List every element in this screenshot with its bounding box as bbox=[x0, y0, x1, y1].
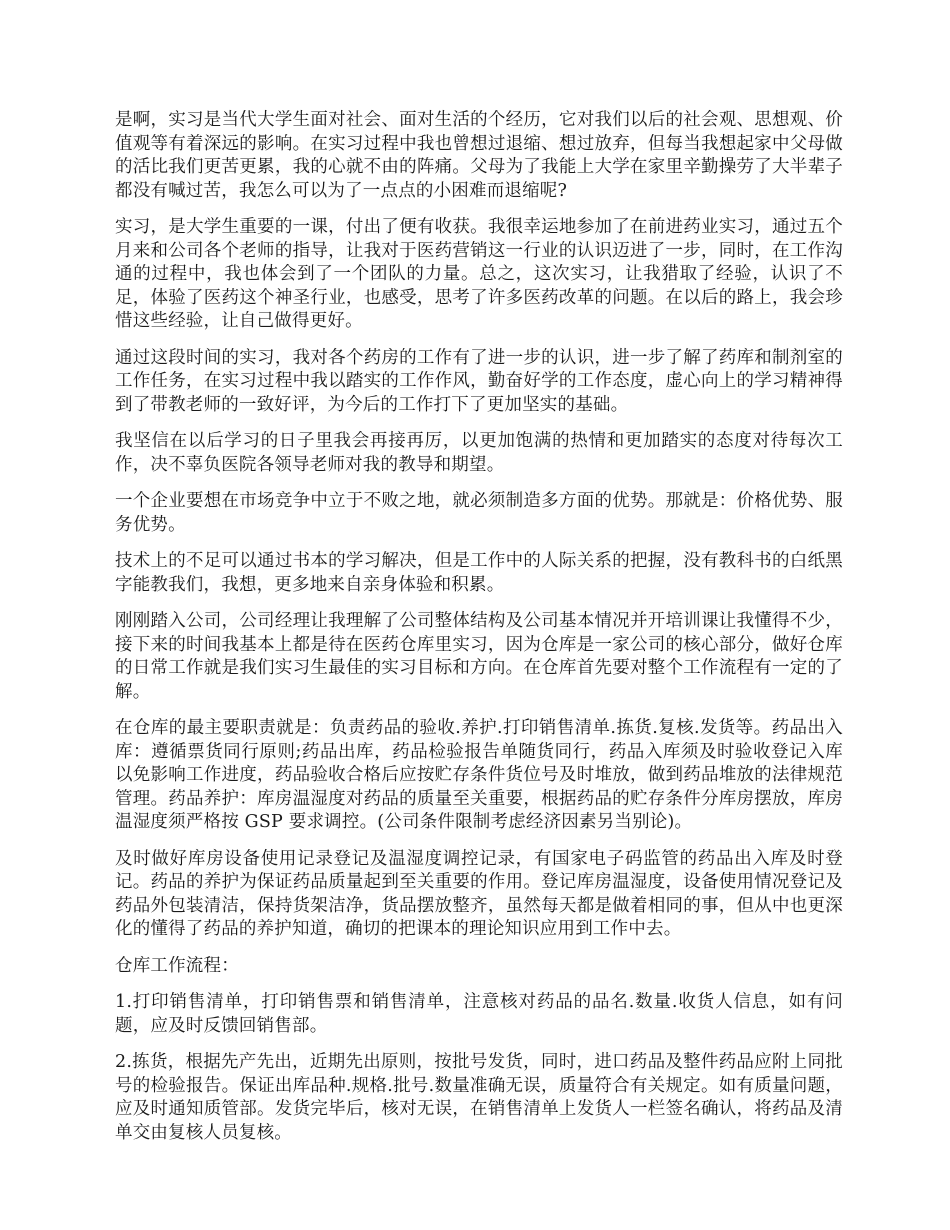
paragraph: 我坚信在以后学习的日子里我会再接再厉，以更加饱满的热情和更加踏实的态度对待每次工作，决不辜负医院各领导老师对我的教导和期望。 bbox=[115, 431, 843, 475]
paragraph: 在仓库的最主要职责就是：负责药品的验收.养护.打印销售清单.拣货.复核.发货等。药品出入库：遵循票货同行原则;药品出库，药品检验报告单随货同行，药品入库须及时验收登记入库以免影响工作进度，药品验收合格后应按贮存条件货位号及时堆放，做到药品堆放的法律规范管理。药品养护：库房温湿度对药品的质量至关重要，根据药品的贮存条件分库房摆放，库房温湿度须严格按 GSP 要求调控。(公司条件限制考虑经济因素另当别论)。 bbox=[115, 718, 843, 832]
paragraph: 是啊，实习是当代大学生面对社会、面对生活的个经历，它对我们以后的社会观、思想观、价值观等有着深远的影响。在实习过程中我也曾想过退缩、想过放弃，但每当我想起家中父母做的活比我们更苦更累，我的心就不由的阵痛。父母为了我能上大学在家里辛勤操劳了大半辈子都没有喊过苦，我怎么可以为了一点点的小困难而退缩呢? bbox=[115, 110, 843, 201]
list-item: 2.拣货，根据先产先出，近期先出原则，按批号发货，同时，进口药品及整件药品应附上同批号的检验报告。保证出库品种.规格.批号.数量准确无误，质量符合有关规定。如有质量问题，应及时通知质管部。发货完毕后，核对无误，在销售清单上发货人一栏签名确认，将药品及清单交由复核人员复核。 bbox=[115, 1052, 843, 1143]
paragraph: 通过这段时间的实习，我对各个药房的工作有了进一步的认识，进一步了解了药库和制剂室的工作任务，在实习过程中我以踏实的工作作风，勤奋好学的工作态度，虚心向上的学习精神得到了带教老师的一致好评，为今后的工作打下了更加坚实的基础。 bbox=[115, 347, 843, 415]
document-body bbox=[115, 109, 843, 1158]
paragraph: 一个企业要想在市场竞争中立于不败之地，就必须制造多方面的优势。那就是：价格优势、服务优势。 bbox=[115, 491, 843, 535]
section-heading: 仓库工作流程： bbox=[115, 955, 239, 976]
paragraph: 实习，是大学生重要的一课，付出了便有收获。我很幸运地参加了在前进药业实习，通过五个月来和公司各个老师的指导，让我对于医药营销这一行业的认识迈进了一步，同时，在工作沟通的过程中，我也体会到了一个团队的力量。总之，这次实习，让我猎取了经验，认识了不足，体验了医药这个神圣行业，也感受，思考了许多医药改革的问题。在以后的路上，我会珍惜这些经验，让自己做得更好。 bbox=[115, 217, 843, 331]
list-item: 1.打印销售清单，打印销售票和销售清单，注意核对药品的品名.数量.收货人信息，如有问题，应及时反馈回销售部。 bbox=[115, 992, 843, 1036]
paragraph: 刚刚踏入公司，公司经理让我理解了公司整体结构及公司基本情况并开培训课让我懂得不少，接下来的时间我基本上都是待在医药仓库里实习，因为仓库是一家公司的核心部分，做好仓库的日常工作就是我们实习生最佳的实习目标和方向。在仓库首先要对整个工作流程有一定的了解。 bbox=[115, 611, 843, 702]
paragraph: 技术上的不足可以通过书本的学习解决，但是工作中的人际关系的把握，没有教科书的白纸黑字能教我们，我想，更多地来自亲身体验和积累。 bbox=[115, 551, 843, 595]
paragraph: 及时做好库房设备使用记录登记及温湿度调控记录，有国家电子码监管的药品出入库及时登记。药品的养护为保证药品质量起到至关重要的作用。登记库房温湿度，设备使用情况登记及药品外包装清洁，保持货架洁净，货品摆放整齐，虽然每天都是做着相同的事，但从中也更深化的懂得了药品的养护知道，确切的把课本的理论知识应用到工作中去。 bbox=[115, 848, 843, 939]
